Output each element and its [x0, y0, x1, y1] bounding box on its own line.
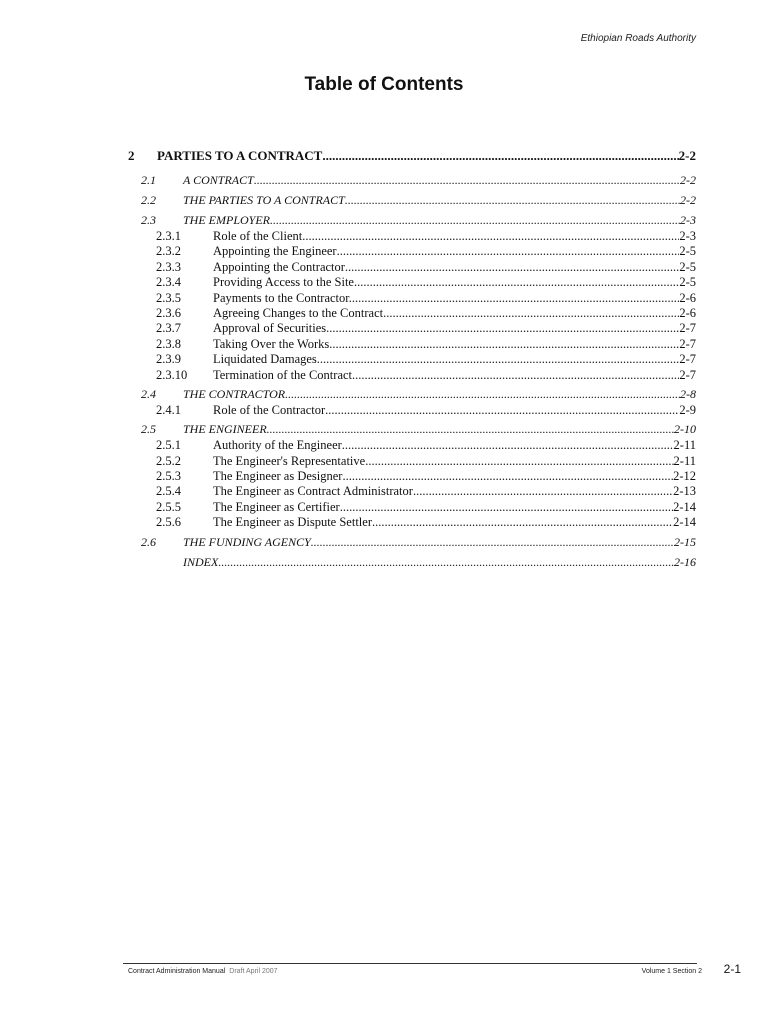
footer-page-number: 2-1 [723, 962, 741, 976]
toc-entry[interactable] [128, 352, 696, 367]
toc-entry-title: THE EMPLOYER [183, 213, 270, 227]
toc-entry-title: The Engineer as Dispute Settler [213, 515, 372, 530]
toc-entry-page: 2-7 [679, 321, 696, 336]
toc-leader-dots [254, 173, 680, 188]
toc-entry-number: 2.5.6 [156, 515, 181, 530]
toc-entry-page: 2-5 [679, 275, 696, 290]
toc-entry-page: 2-11 [673, 453, 696, 468]
toc-entry-title: Appointing the Engineer [213, 244, 337, 259]
toc-entry[interactable] [128, 535, 696, 551]
footer-draft-date: Draft April 2007 [229, 968, 278, 975]
toc-entry-page: 2-13 [673, 484, 696, 499]
toc-leader-dots [311, 535, 674, 550]
toc-entry[interactable] [128, 484, 696, 499]
toc-entry-number: 2.5.2 [156, 453, 181, 468]
toc-entry-page: 2-9 [679, 402, 696, 417]
toc-entry[interactable] [128, 515, 696, 530]
toc-entry-title: Payments to the Contractor. [213, 290, 352, 305]
footer-manual-title: Contract Administration Manual [128, 968, 226, 975]
toc-entry-number: 2.3.3 [156, 259, 181, 274]
toc-leader-dots [345, 193, 680, 208]
toc-entry-title: PARTIES TO A CONTRACT [157, 148, 323, 163]
toc-entry-number: 2.1 [141, 173, 156, 187]
toc-entry-number: 2.5.1 [156, 438, 181, 453]
toc-entry-number: 2.3.9 [156, 352, 181, 367]
toc-entry-page: 2-7 [679, 336, 696, 351]
table-of-contents [128, 148, 696, 571]
toc-leader-dots [357, 275, 679, 290]
toc-entry-page: 2-7 [679, 352, 696, 367]
toc-leader-dots [355, 368, 679, 383]
toc-leader-dots [302, 229, 679, 244]
toc-entry-number: 2.4.1 [156, 402, 181, 417]
toc-entry-title: THE ENGINEER [183, 422, 267, 437]
toc-entry-title: Role of the Contractor [213, 402, 326, 417]
toc-entry[interactable] [128, 387, 696, 403]
toc-entry-page: 2-3 [679, 229, 696, 243]
toc-entry-title: Taking Over the Works. [213, 336, 333, 351]
toc-entry-number: 2.3.7 [156, 321, 181, 336]
toc-entry[interactable] [128, 321, 696, 336]
toc-entry[interactable] [128, 337, 696, 352]
toc-entry[interactable] [128, 260, 696, 275]
toc-leader-dots [325, 403, 679, 418]
toc-entry-page: 2-12 [673, 469, 696, 484]
toc-leader-dots [270, 213, 680, 228]
toc-leader-dots [342, 438, 674, 453]
toc-leader-dots [285, 387, 680, 402]
toc-entry[interactable] [128, 213, 696, 229]
toc-entry-title: The Engineer as Contract Administrator [213, 484, 413, 499]
toc-entry[interactable] [128, 193, 696, 209]
toc-entry-title: A CONTRACT [183, 173, 254, 187]
toc-entry[interactable] [128, 469, 696, 484]
toc-entry-number: 2.3.10 [156, 367, 188, 382]
toc-entry[interactable] [128, 306, 696, 321]
toc-leader-dots [365, 454, 673, 469]
toc-entry-page: 2-14 [673, 499, 696, 514]
toc-leader-dots [386, 306, 679, 321]
toc-entry-title: Appointing the Contractor [213, 259, 345, 274]
toc-entry-page: 2-2 [680, 193, 696, 207]
toc-entry[interactable] [128, 422, 696, 438]
toc-leader-dots [372, 515, 673, 530]
toc-leader-dots [345, 260, 679, 275]
toc-leader-dots [326, 321, 679, 336]
toc-entry-page: 2-6 [679, 305, 696, 320]
toc-entry-title: The Engineer as Certifier [213, 499, 340, 514]
toc-leader-dots [218, 555, 674, 570]
toc-entry[interactable] [128, 555, 696, 571]
toc-entry-page: 2-3 [680, 213, 696, 227]
toc-entry-number: 2.5.4 [156, 484, 181, 499]
toc-entry-title: Liquidated Damages [213, 352, 317, 367]
toc-entry-page: 2-5 [679, 259, 696, 274]
toc-leader-dots [267, 422, 674, 437]
toc-entry-title: Providing Access to the Site. [213, 275, 358, 290]
toc-entry-number: 2.2 [141, 193, 156, 207]
toc-entry-page: 2-5 [679, 244, 696, 259]
toc-entry-title: Role of the Client [213, 229, 303, 243]
toc-leader-dots [332, 337, 679, 352]
toc-entry-number: 2.4 [141, 386, 156, 401]
toc-entry-number: 2.6 [141, 534, 156, 549]
header-organization: Ethiopian Roads Authority [580, 33, 696, 44]
toc-entry[interactable] [128, 403, 696, 418]
toc-entry[interactable] [128, 229, 696, 244]
toc-entry-number: 2.3 [141, 213, 156, 227]
toc-entry-title: The Engineer as Designer [213, 469, 343, 484]
footer-volume-section: Volume 1 Section 2 [641, 968, 702, 975]
toc-leader-dots [342, 469, 673, 484]
toc-entry-page: 2-15 [674, 534, 696, 549]
toc-entry[interactable] [128, 454, 696, 469]
toc-entry-page: 2-7 [679, 367, 696, 382]
toc-entry-number: 2.3.4 [156, 275, 181, 290]
toc-entry-title: Authority of the Engineer [213, 438, 342, 453]
toc-leader-dots [340, 500, 673, 515]
toc-entry-title: THE CONTRACTOR [183, 386, 286, 401]
toc-entry-page: 2-14 [673, 515, 696, 530]
toc-entry-number: 2.5 [141, 422, 156, 437]
toc-entry-title: INDEX [183, 554, 219, 569]
toc-leader-dots [322, 148, 678, 164]
footer-divider [123, 963, 697, 964]
toc-entry-page: 2-16 [674, 554, 696, 569]
toc-entry-title: THE PARTIES TO A CONTRACT [183, 193, 345, 207]
toc-entry-page: 2-8 [680, 386, 696, 401]
page-title: Table of Contents [304, 74, 464, 95]
toc-leader-dots [337, 244, 680, 259]
toc-entry[interactable] [128, 173, 696, 189]
footer-manual-info [128, 968, 278, 975]
toc-entry-number: 2.3.8 [156, 336, 181, 351]
toc-entry-number: 2 [128, 148, 135, 163]
toc-entry-number: 2.3.1 [156, 229, 181, 243]
toc-entry-number: 2.3.5 [156, 290, 181, 305]
toc-entry-page: 2-2 [678, 148, 696, 163]
toc-entry[interactable] [128, 438, 696, 453]
toc-leader-dots [413, 484, 673, 499]
toc-entry-page: 2-6 [679, 290, 696, 305]
toc-leader-dots [317, 352, 680, 367]
toc-entry-number: 2.5.5 [156, 499, 181, 514]
toc-entry-number: 2.3.6 [156, 305, 181, 320]
toc-entry[interactable] [128, 368, 696, 383]
toc-entry-number: 2.3.2 [156, 244, 181, 259]
toc-entry-page: 2-10 [674, 422, 696, 437]
toc-entry[interactable] [128, 148, 696, 168]
toc-leader-dots [352, 291, 679, 306]
toc-entry[interactable] [128, 275, 696, 290]
toc-entry-title: Agreeing Changes to the Contract. [213, 305, 387, 320]
toc-entry-title: Termination of the Contract. [213, 367, 356, 382]
toc-entry-page: 2-2 [680, 173, 696, 187]
toc-entry[interactable] [128, 500, 696, 515]
toc-entry-title: THE FUNDING AGENCY [183, 534, 311, 549]
toc-entry[interactable] [128, 244, 696, 259]
toc-entry-title: The Engineer's Representative [213, 453, 366, 468]
toc-entry-number: 2.5.3 [156, 469, 181, 484]
toc-entry-title: Approval of Securities [213, 321, 327, 336]
toc-entry[interactable] [128, 291, 696, 306]
toc-entry-page: 2-11 [673, 438, 696, 453]
